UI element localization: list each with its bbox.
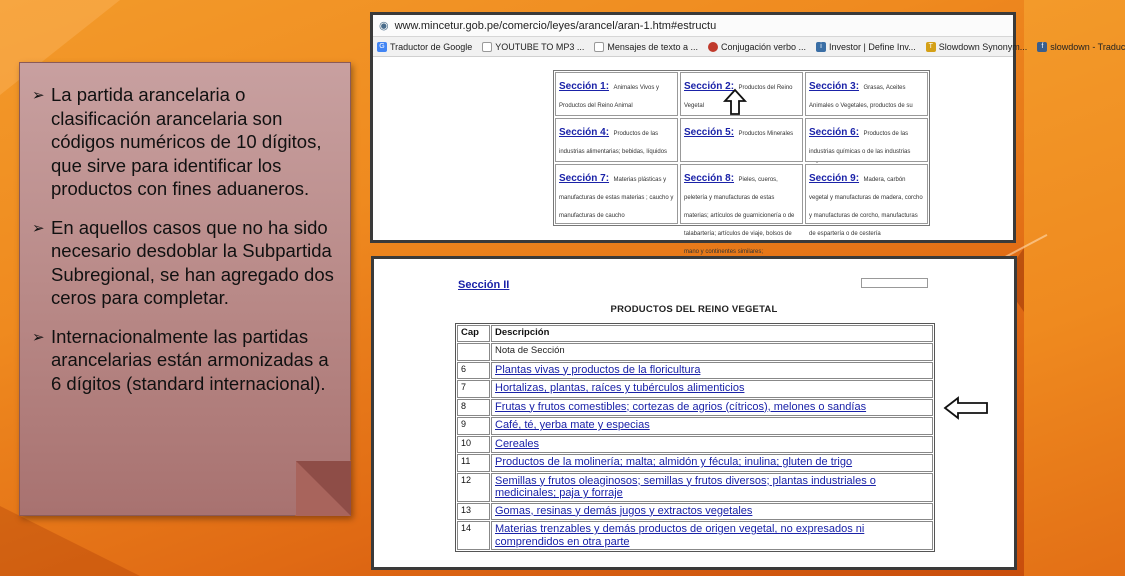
chapter-link[interactable]: Materias trenzables y demás productos de origen vegetal, no expresados ni comprendidos en otra parte <box>495 523 865 548</box>
cap-cell <box>457 343 490 361</box>
cap-cell: 14 <box>457 521 490 550</box>
table-row <box>457 503 933 521</box>
thesaurus-icon: T <box>926 42 936 52</box>
section-link[interactable]: Sección 6: <box>809 127 860 138</box>
bookmark-item[interactable] <box>594 42 698 52</box>
chapter-link[interactable]: Frutas y frutos comestibles; cortezas de agrios (cítricos), melones o sandías <box>495 400 867 413</box>
bullet-item <box>32 83 340 201</box>
bookmark-item[interactable] <box>816 42 916 52</box>
page-curl-fold <box>296 461 351 516</box>
section-link[interactable]: Sección 1: <box>559 81 610 92</box>
section2-screenshot <box>371 256 1017 570</box>
cap-cell: 13 <box>457 503 490 521</box>
bullet-arrow-icon: ➢ <box>32 87 45 104</box>
cap-cell: 11 <box>457 454 490 472</box>
desc-cell <box>491 417 933 435</box>
section-cell <box>805 118 928 162</box>
bookmark-item[interactable] <box>482 42 584 52</box>
cap-cell: 6 <box>457 362 490 380</box>
section-link[interactable]: Sección 7: <box>559 173 610 184</box>
chapter-link[interactable]: Café, té, yerba mate y especias <box>495 419 650 431</box>
desc-cell <box>491 503 933 521</box>
chapter-link[interactable]: Cereales <box>495 437 540 450</box>
bullet-note-box <box>19 62 351 516</box>
desc-cell <box>491 521 933 550</box>
bullet-arrow-icon: ➢ <box>32 219 45 237</box>
desc-cell <box>491 399 933 417</box>
section-link[interactable]: Sección 8: <box>684 173 735 184</box>
globe-icon: ◉ <box>379 20 389 32</box>
bookmark-label: YOUTUBE TO MP3 ... <box>495 41 585 52</box>
col-cap-header: Cap <box>457 325 490 342</box>
section-link[interactable]: Sección 4: <box>559 127 610 138</box>
section2-heading: PRODUCTOS DEL REINO VEGETAL <box>610 304 778 315</box>
table-row <box>457 380 933 398</box>
sections-grid <box>553 70 930 255</box>
section-link[interactable]: Sección 3: <box>809 81 860 92</box>
bookmark-label: Conjugación verbo ... <box>720 41 807 52</box>
desc-cell <box>491 436 933 454</box>
decorative-triangle-bottom <box>0 506 140 576</box>
search-input[interactable] <box>861 278 928 288</box>
cap-cell: 8 <box>457 399 490 417</box>
bookmarks-bar <box>373 37 1125 57</box>
bookmark-item[interactable] <box>708 42 806 52</box>
bookmark-item[interactable] <box>377 42 472 52</box>
browser-screenshot <box>370 12 1125 255</box>
chapter-link[interactable]: Semillas y frutos oleaginosos; semillas y frutos diversos; plantas industriales o medicinales; paja y forraje <box>495 474 876 499</box>
desc-cell <box>491 473 933 502</box>
investor-icon: i <box>816 42 826 52</box>
section-cell <box>555 72 678 116</box>
section-desc: Productos del Reino Vegetal <box>684 85 793 109</box>
page-icon <box>594 42 604 52</box>
bookmark-item[interactable] <box>1037 42 1125 52</box>
cap-cell: 10 <box>457 436 490 454</box>
left-arrow-icon <box>944 397 988 419</box>
up-arrow-icon <box>724 89 746 115</box>
desc-cell <box>491 362 933 380</box>
table-row <box>457 417 933 435</box>
table-row <box>457 436 933 454</box>
bullet-item <box>32 325 340 396</box>
section-link[interactable]: Sección 2: <box>684 81 735 92</box>
section-cell <box>680 164 803 255</box>
section-cell <box>555 164 678 224</box>
section-cell <box>805 164 928 237</box>
section-desc: Pieles, cueros, peletería y manufacturas de estas materias; artículos de guarnicionería o de talabartería; artículos de viaje, bolsos de mano y continentes similares; <box>684 177 795 255</box>
table-row <box>457 343 933 361</box>
url-text: www.mincetur.gob.pe/comercio/leyes/arancel/aran-1.htm#estructu <box>394 19 717 32</box>
section-desc: Grasas, Aceites Animales o Vegetales, productos de su <box>809 85 913 109</box>
col-desc-header: Descripción <box>491 325 933 342</box>
google-icon: G <box>377 42 387 52</box>
section-cell <box>680 72 803 116</box>
chapter-link[interactable]: Hortalizas, plantas, raíces y tubérculos alimenticios <box>495 382 745 394</box>
address-bar[interactable] <box>373 15 1013 37</box>
section-cell <box>555 118 678 162</box>
section2-title-link[interactable]: Sección II <box>458 279 510 291</box>
table-row <box>457 454 933 472</box>
cap-cell: 9 <box>457 417 490 435</box>
table-header-row <box>457 325 933 342</box>
section-desc: Materias plásticas y manufacturas de estas materias ; caucho y manufacturas de caucho <box>559 177 674 219</box>
bookmark-label: Investor | Define Inv... <box>829 41 916 52</box>
bullet-item <box>32 216 340 310</box>
section-desc: Productos de las industrias químicas o de las industrias <box>809 131 911 155</box>
red-dot-icon <box>708 42 718 52</box>
chapter-link[interactable]: Plantas vivas y productos de la floricultura <box>495 363 701 376</box>
table-row <box>457 399 933 417</box>
bullet-text: Internacionalmente las partidas arancelarias están armonizadas a 6 dígitos (standard internacional). <box>51 325 329 394</box>
note-cell: Nota de Sección <box>491 343 933 361</box>
section-desc: Madera, carbón vegetal y manufacturas de madera, corcho y manufacturas de corcho, manufacturas de espartería o de cestería <box>809 177 923 237</box>
bullet-text: La partida arancelaria o clasificación arancelaria son códigos numéricos de 10 dígitos, que sirve para identificar los productos con fines aduaneros. <box>51 84 322 199</box>
bullet-arrow-icon: ➢ <box>32 328 45 346</box>
desc-cell <box>491 380 933 398</box>
section-desc: Productos de las industrias alimentarias; bebidas, líquidos <box>559 131 668 155</box>
dictionary-icon: f <box>1037 42 1047 52</box>
bookmark-label: Slowdown Synonym... <box>938 41 1028 52</box>
table-row <box>457 521 933 550</box>
desc-cell <box>491 454 933 472</box>
table-row <box>457 362 933 380</box>
chapter-link[interactable]: Gomas, resinas y demás jugos y extractos vegetales <box>495 504 753 517</box>
section-cell <box>805 72 928 116</box>
bookmark-label: slowdown - Traduc <box>1050 41 1125 52</box>
cap-cell: 12 <box>457 473 490 502</box>
bookmark-label: Traductor de Google <box>390 41 473 52</box>
cap-cell: 7 <box>457 380 490 398</box>
section-link[interactable]: Sección 9: <box>809 173 860 184</box>
chapters-table <box>455 323 935 552</box>
section-link[interactable]: Sección 5: <box>684 127 735 138</box>
table-row <box>457 473 933 502</box>
section-desc: Animales Vivos y Productos del Reino Animal <box>559 85 660 109</box>
section-cell <box>680 118 803 162</box>
bullet-text: En aquellos casos que no ha sido necesario desdoblar la Subpartida Subregional, se han agregado dos ceros para completar. <box>51 216 334 308</box>
chapter-link[interactable]: Productos de la molinería; malta; almidón y fécula; inulina; gluten de trigo <box>495 456 853 468</box>
bookmark-label: Mensajes de texto a ... <box>607 41 698 52</box>
bookmark-item[interactable] <box>926 42 1028 52</box>
section-desc: Productos Minerales <box>738 131 794 137</box>
page-icon <box>482 42 492 52</box>
bullet-list <box>20 63 350 395</box>
